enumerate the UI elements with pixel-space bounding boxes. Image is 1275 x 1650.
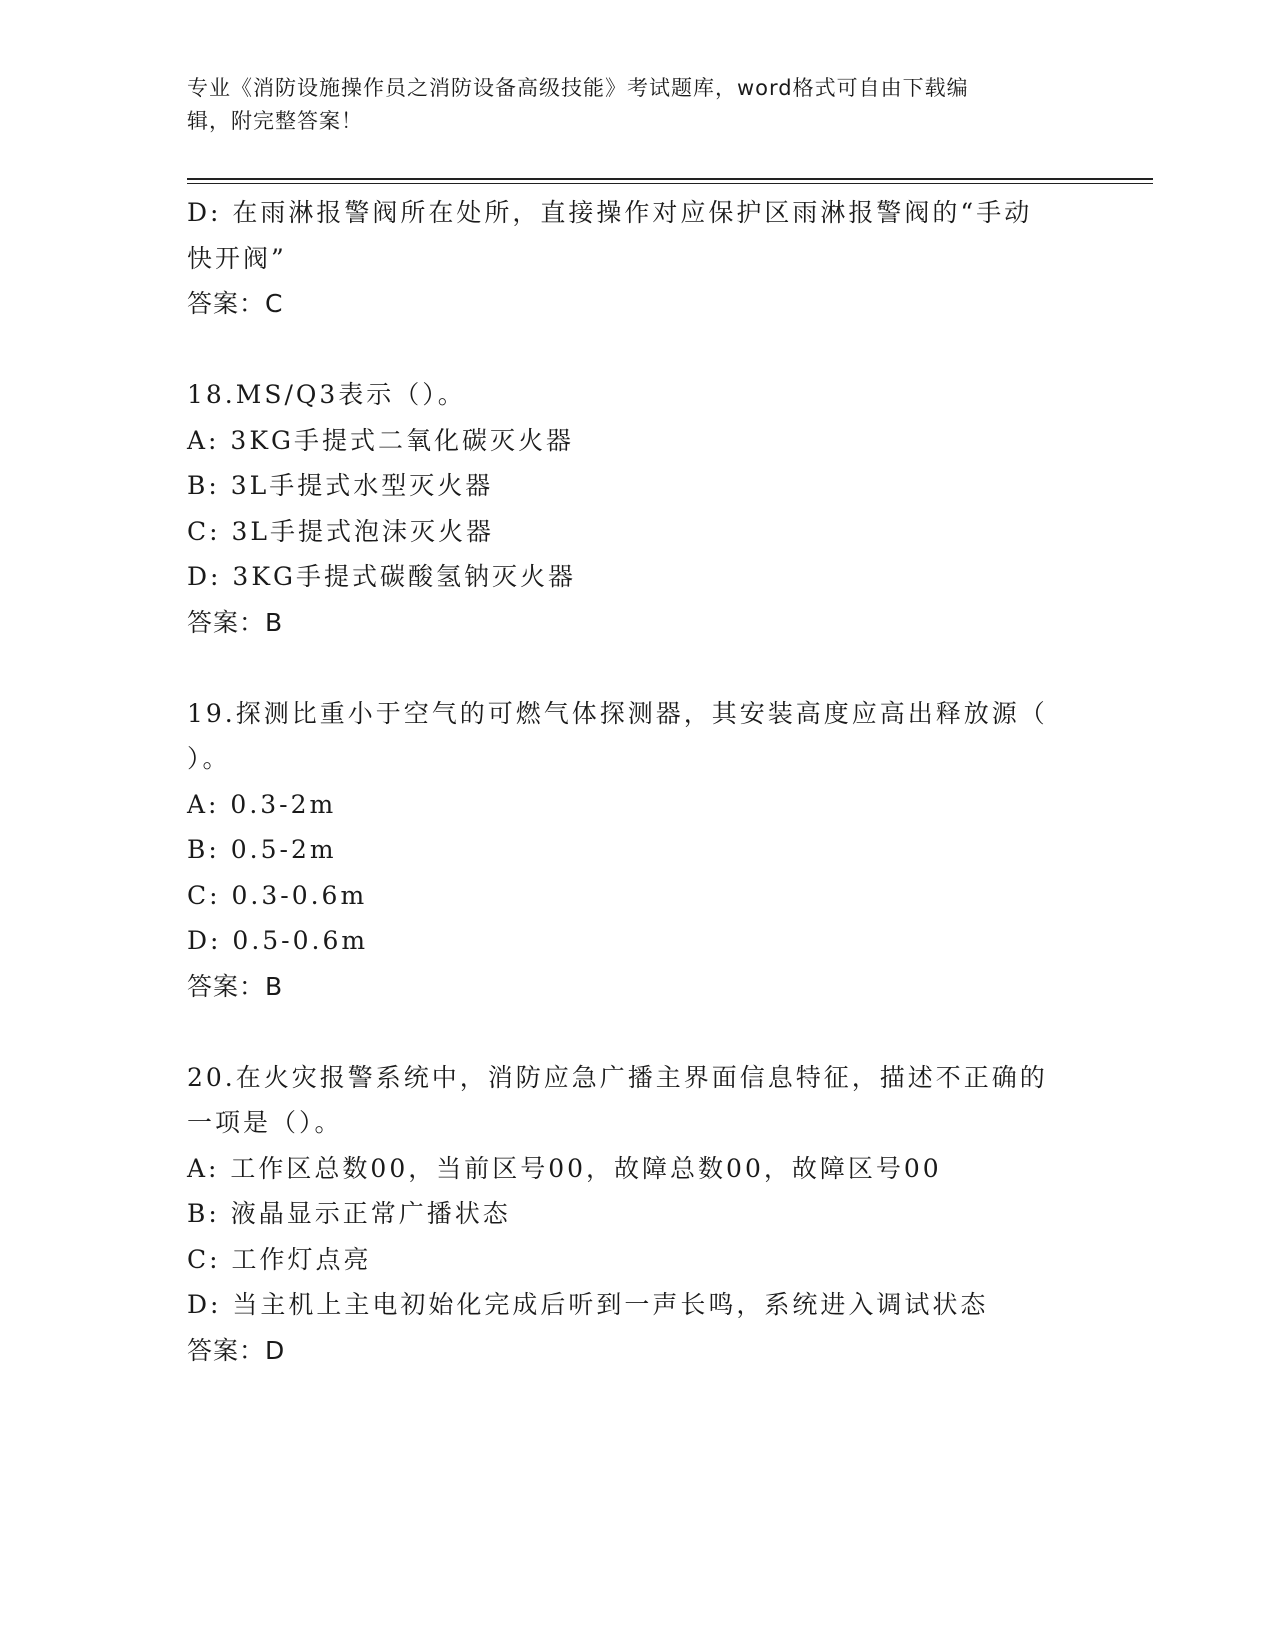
option-d: D: 3KG手提式碳酸氢钠灭火器: [187, 562, 576, 591]
option-d: D: 0.5-0.6m: [187, 926, 369, 955]
question-block-19: [187, 691, 1087, 1010]
option-a: A: 0.3-2m: [187, 789, 337, 819]
option-c: C: 工作灯点亮: [187, 1244, 372, 1274]
option-d: D: 在雨淋报警阀所在处所，直接操作对应保护区雨淋报警阀的“手动: [187, 198, 1033, 227]
question-stem-continued: 一项是（）。: [187, 1108, 343, 1137]
question-stem: 19.探测比重小于空气的可燃气体探测器，其安装高度应高出释放源（: [187, 698, 1048, 728]
option-b: B: 液晶显示正常广播状态: [187, 1199, 511, 1228]
option-a: A: 3KG手提式二氧化碳灭火器: [187, 425, 574, 455]
option-c: C: 3L手提式泡沫灭火器: [187, 516, 495, 546]
option-b: B: 0.5-2m: [187, 835, 337, 864]
answer-label: 答案：B: [187, 607, 284, 637]
answer-label: 答案：B: [187, 971, 284, 1001]
question-stem-continued: ）。: [187, 744, 231, 773]
spacer: [187, 1009, 1087, 1055]
header-line-1: 专业《消防设施操作员之消防设备高级技能》考试题库，word格式可自由下载编: [187, 76, 969, 100]
question-stem: 18.MS/Q3表示（）。: [187, 380, 466, 409]
header-line-2: 辑，附完整答案！: [187, 109, 363, 133]
question-list: [187, 190, 1087, 1373]
answer-label: 答案：D: [187, 1335, 286, 1365]
option-a: A: 工作区总数00，当前区号00，故障总数00，故障区号00: [187, 1153, 942, 1183]
header-rule-thin: [187, 183, 1153, 184]
question-block-18: [187, 372, 1087, 645]
question-stem: 20.在火灾报警系统中，消防应急广播主界面信息特征，描述不正确的: [187, 1062, 1048, 1092]
question-block-20: [187, 1055, 1087, 1374]
spacer: [187, 327, 1087, 373]
answer-label: 答案：C: [187, 289, 284, 318]
option-d-continued: 快开阀”: [187, 243, 287, 273]
question-block-17: [187, 190, 1087, 327]
header-rule-thick: [187, 178, 1153, 180]
document-header: [187, 72, 1077, 138]
option-c: C: 0.3-0.6m: [187, 880, 368, 910]
spacer: [187, 645, 1087, 691]
option-b: B: 3L手提式水型灭火器: [187, 471, 494, 500]
option-d: D: 当主机上主电初始化完成后听到一声长鸣，系统进入调试状态: [187, 1290, 989, 1319]
